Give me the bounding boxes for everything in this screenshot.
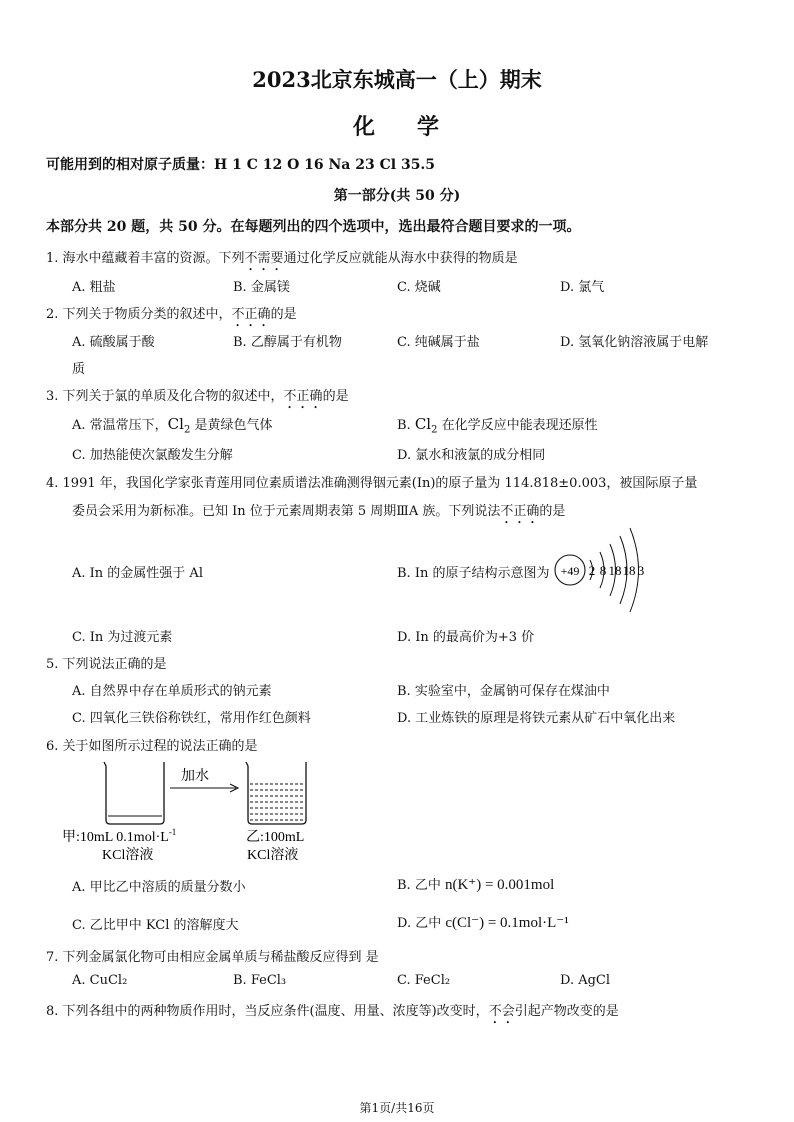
page-title: 2023北京东城高一（上）期末 <box>252 67 542 92</box>
q7-stem: 7. 下列金属氯化物可由相应金属单质与稀盐酸反应得到 是 <box>46 950 379 965</box>
q4-option-d: D. In 的最高价为+3 价 <box>397 630 535 645</box>
part-heading: 第一部分(共 50 分) <box>333 188 461 204</box>
indium-atomic-structure-diagram <box>552 524 652 620</box>
q1-option-d: D. 氯气 <box>560 280 605 295</box>
q4-option-b: B. In 的原子结构示意图为 <box>397 566 550 581</box>
shell-4-count: 18 <box>622 563 636 578</box>
q8-emphasis: 不会 <box>488 1004 515 1019</box>
subject-title <box>0 110 794 141</box>
shell-3-count: 18 <box>608 563 622 578</box>
q3-stem: 3. 下列关于氯的单质及化合物的叙述中，不正确的是 <box>46 389 349 404</box>
q6-option-a: A. 甲比乙中溶质的质量分数小 <box>72 880 246 895</box>
q6-option-d: D. 乙中 c(Cl⁻) = 0.1mol·L⁻¹ <box>397 915 569 931</box>
arrow-label: 加水 <box>181 769 209 784</box>
q5-option-d: D. 工业炼铁的原理是将铁元素从矿石中氧化出来 <box>397 711 676 726</box>
beaker-right <box>246 762 306 824</box>
subject-char-2: 学 <box>417 114 442 140</box>
q3-option-d: D. 氯水和液氯的成分相同 <box>397 448 546 463</box>
q8-stem: 8. 下列各组中的两种物质作用时，当反应条件(温度、用量、浓度等)改变时，不会引起产物改变的是 <box>46 1004 619 1019</box>
right-beaker-label-2: KCl溶液 <box>247 848 299 863</box>
subject-char-1: 化 <box>352 114 377 140</box>
q1-option-a: A. 粗盐 <box>72 280 116 295</box>
q3-option-c: C. 加热能使次氯酸发生分解 <box>72 448 233 463</box>
shell-1-count: 2 <box>588 563 596 578</box>
q4-emphasis: 不正确 <box>500 504 540 519</box>
left-beaker-label-1: 甲:10mL $0.1mol\cdot L^{-1}$ <box>62 827 177 845</box>
atomic-mass-line: 可能用到的相对原子质量：H 1 C 12 O 16 Na 23 Cl 35.5 <box>46 157 436 173</box>
q1-option-c: C. 烧碱 <box>397 280 441 295</box>
q5-option-c: C. 四氧化三铁俗称铁红，常用作红色颜料 <box>72 711 311 726</box>
q2-option-a: A. 硫酸属于酸 <box>72 335 155 350</box>
q7-option-b: B. FeCl₃ <box>233 973 287 988</box>
q2-option-d: D. 氢氧化钠溶液属于电解 <box>560 335 709 350</box>
q2-option-b: B. 乙醇属于有机物 <box>233 335 342 350</box>
q1-emphasis: 不需要 <box>244 251 284 266</box>
q2-option-c: C. 纯碱属于盐 <box>397 335 480 350</box>
q3-emphasis: 不正确 <box>283 389 323 404</box>
q3-option-a: A. 常温常压下，$Cl_2$ 是黄绿色气体 <box>72 415 273 436</box>
nucleus-charge: +49 <box>560 564 580 578</box>
beaker-left <box>104 762 164 824</box>
shell-2-count: 8 <box>599 563 607 578</box>
q7-option-a: A. CuCl₂ <box>72 973 128 988</box>
shell-5-count: 3 <box>637 563 645 578</box>
q2-emphasis: 不正确 <box>231 307 271 322</box>
q4-stem-line-2: 委员会采用为新标准。已知 In 位于元素周期表第 5 周期ⅢA 族。下列说法不正确的是 <box>72 504 566 519</box>
q2-stem: 2. 下列关于物质分类的叙述中，不正确的是 <box>46 307 297 322</box>
q6-option-b: B. 乙中 n(K⁺) = 0.001mol <box>397 877 555 893</box>
q3-option-b: B. $Cl_2$ 在化学反应中能表现还原性 <box>397 415 598 436</box>
instruction-line: 本部分共 20 题，共 50 分。在每题列出的四个选项中，选出最符合题目要求的一项。 <box>46 219 581 235</box>
q7-option-d: D. AgCl <box>560 973 611 988</box>
q4-option-a: A. In 的金属性强于 Al <box>72 566 203 581</box>
dilution-diagram <box>60 756 340 868</box>
q4-stem-line-1: 4. 1991 年，我国化学家张青莲用同位素质谱法准确测得铟元素(In)的原子量为 114.818±0.003，被国际原子量 <box>46 476 698 491</box>
q7-option-c: C. FeCl₂ <box>397 973 451 988</box>
q6-stem: 6. 关于如图所示过程的说法正确的是 <box>46 739 258 754</box>
page-number-footer: 第1页/共16页 <box>359 1101 435 1115</box>
q5-stem: 5. 下列说法正确的是 <box>46 657 167 672</box>
q1-stem: 1. 海水中蕴藏着丰富的资源。下列不需要通过化学反应就能从海水中获得的物质是 <box>46 251 518 266</box>
q2-option-d-continued: 质 <box>72 362 86 377</box>
left-beaker-label-2: KCl溶液 <box>102 848 154 863</box>
q6-option-c: C. 乙比甲中 KCl 的溶解度大 <box>72 918 239 933</box>
q5-option-b: B. 实验室中，金属钠可保存在煤油中 <box>397 684 610 699</box>
q4-option-c: C. In 为过渡元素 <box>72 630 173 645</box>
q1-option-b: B. 金属镁 <box>233 280 290 295</box>
right-beaker-label-1: 乙:100mL <box>246 830 305 845</box>
q5-option-a: A. 自然界中存在单质形式的钠元素 <box>72 684 272 699</box>
